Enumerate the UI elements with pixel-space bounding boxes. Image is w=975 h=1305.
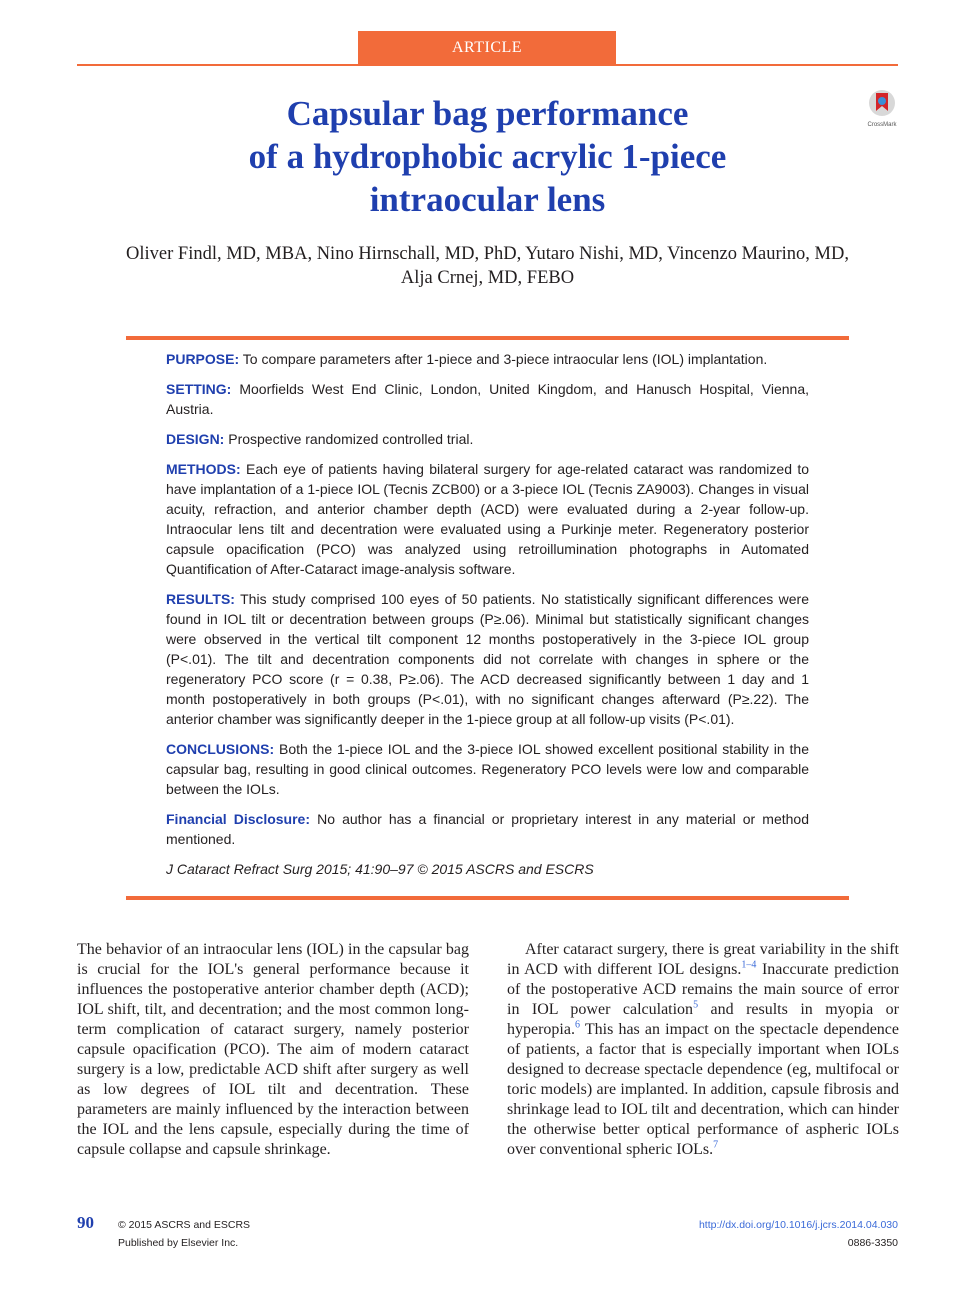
title-line-2: of a hydrophobic acrylic 1-piece [248, 137, 727, 176]
abstract-results [166, 589, 809, 729]
authors-line-2: Alja Crnej, MD, FEBO [400, 268, 575, 288]
reference-link[interactable]: 7 [713, 1139, 719, 1151]
conclusions-text: Both the 1-piece IOL and the 3-piece IOL showed excellent positional stability in the capsular bag, resulting in good clinical outcomes. Regeneratory PCO levels were low and comparable between the IOLs. [166, 741, 809, 797]
body-text: After cataract surgery, there is great variability in the shift in ACD with different IOL designs. [507, 941, 899, 978]
abstract-setting [166, 379, 809, 419]
abstract-bottom-rule [126, 896, 849, 900]
results-label: RESULTS: [166, 591, 235, 607]
setting-text: Moorfields West End Clinic, London, United Kingdom, and Hanusch Hospital, Vienna, Austria. [166, 381, 810, 417]
copyright-line: © 2015 ASCRS and ESCRS [118, 1219, 251, 1231]
issn: 0886-3350 [847, 1237, 898, 1249]
methods-text: Each eye of patients having bilateral surgery for age-related cataract was randomized to have implantation of a 1-piece IOL (Tecnis ZCB00) or a 3-piece IOL (Tecnis ZA9003). Changes in visual acuity, refraction, and anterior chamber depth (ACD) were evaluated during a 2-year follow-up. Intraocular lens tilt and decentration were evaluated using a Purkinje meter. Regeneratory posterior capsule opacification (PCO) was analyzed using retroillumination photographs in Automated Quantification of After-Cataract image-analysis software. [166, 461, 810, 577]
article-title [150, 92, 825, 221]
disclosure-label: Financial Disclosure: [166, 811, 311, 827]
reference-link[interactable]: 5 [693, 999, 699, 1011]
body-column-right [507, 940, 899, 1160]
design-label: DESIGN: [166, 431, 225, 447]
publisher-line: Published by Elsevier Inc. [118, 1237, 239, 1249]
disclosure-text: No author has a financial or proprietary interest in any material or method mentioned. [166, 811, 809, 847]
page-number: 90 [77, 1213, 94, 1232]
title-line-3: intraocular lens [369, 180, 606, 219]
body-text: Inaccurate prediction of the postoperative ACD remains the main source of error in IOL power calculation [507, 961, 900, 1018]
design-text: Prospective randomized controlled trial. [228, 431, 474, 447]
methods-label: METHODS: [166, 461, 241, 477]
author-list [60, 242, 915, 290]
purpose-label: PURPOSE: [166, 351, 240, 367]
purpose-text: To compare parameters after 1-piece and 3-piece intraocular lens (IOL) implantation. [242, 351, 768, 367]
abstract-purpose [166, 349, 809, 369]
title-line-1: Capsular bag performance [286, 94, 689, 133]
abstract-conclusions [166, 739, 809, 799]
article-type-tag: ARTICLE [358, 31, 616, 65]
crossmark-icon [867, 88, 897, 120]
crossmark-label: CrossMark [867, 122, 897, 128]
body-column-left [77, 940, 469, 1160]
abstract-top-rule [126, 336, 849, 340]
body-text: This has an impact on the spectacle dependence of patients, a factor that is especially important when IOLs designed to decrease spectacle dependence (eg, multifocal or toric models) are implanted. In addition, capsule fibrosis and shrinkage lead to IOL tilt and decentration, which can hinder the otherwise better optical performance of aspheric IOLs over conventional spheric IOLs. [507, 1021, 899, 1158]
abstract-design [166, 429, 809, 449]
reference-link[interactable]: 1–4 [741, 959, 757, 971]
reference-link[interactable]: 6 [574, 1019, 580, 1031]
body-text: and results in myopia or hyperopia. [507, 1001, 899, 1038]
body-paragraph [507, 940, 899, 1160]
footer-right [600, 1216, 898, 1252]
conclusions-label: CONCLUSIONS: [166, 741, 275, 757]
body-paragraph: The behavior of an intraocular lens (IOL) in the capsular bag is crucial for the IOL's general performance because it influences the postoperative anterior chamber depth (ACD); IOL shift, tilt, and decentration; and the most common long-term complication of cataract surgery, namely posterior capsule opacification (PCO). The aim of modern cataract surgery is a low, predictable ACD shift after surgery as well as low degrees of IOL tilt and decentration. These parameters are mainly influenced by the interaction between the IOL and the lens capsule, especially during the time of capsule collapse and capsule shrinkage. [77, 941, 469, 1158]
abstract [166, 349, 809, 889]
crossmark-badge[interactable] [862, 88, 902, 130]
results-text: This study comprised 100 eyes of 50 patients. No statistically significant differences were found in IOL tilt or decentration between groups (P≥.06). Minimal but statistically significant changes were observed in the vertical tilt component 12 months postoperatively in the 3-piece IOL group (P<.01). The tilt and decentration components did not correlate with changes in sphere or the regeneratory PCO score (r = 0.38, P≥.06). The ACD decreased significantly between 1 day and 1 month postoperatively in both groups (P<.01), with no significant changes afterward (P≥.22). The anterior chamber was significantly deeper in the 1-piece group at all follow-up visits (P<.01). [166, 591, 809, 727]
authors-line-1: Oliver Findl, MD, MBA, Nino Hirnschall, MD, PhD, Yutaro Nishi, MD, Vincenzo Maurino, MD, [126, 244, 849, 264]
setting-label: SETTING: [166, 381, 232, 397]
abstract-disclosure [166, 809, 809, 849]
header-rule [77, 64, 898, 66]
abstract-methods [166, 459, 809, 579]
doi-link[interactable]: http://dx.doi.org/10.1016/j.jcrs.2014.04.030 [698, 1219, 898, 1231]
footer-publisher-block [118, 1216, 250, 1252]
journal-citation: J Cataract Refract Surg 2015; 41:90–97 © 2015 ASCRS and ESCRS [166, 861, 594, 877]
